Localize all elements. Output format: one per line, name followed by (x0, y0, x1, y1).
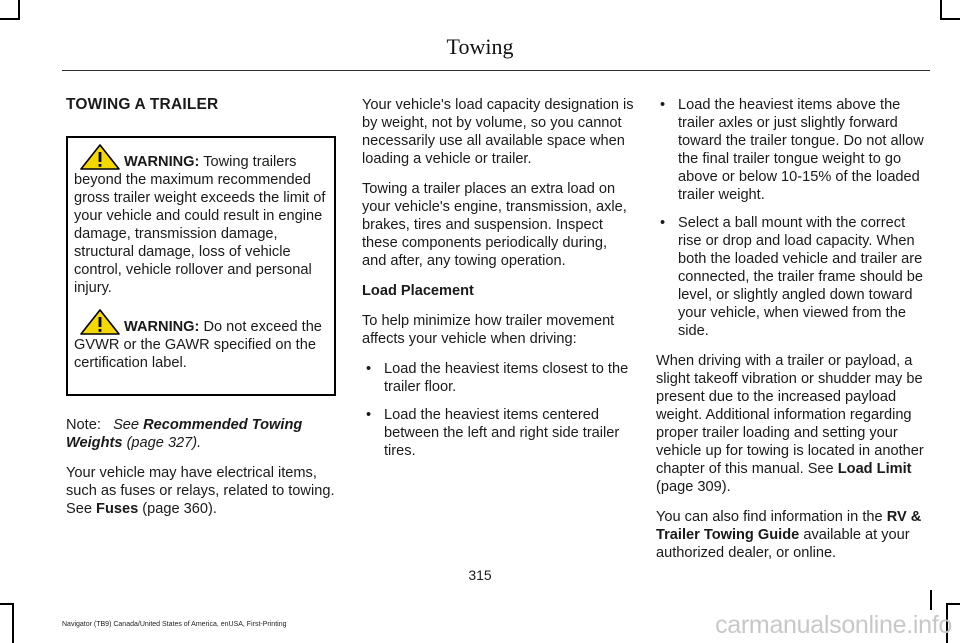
list-item: • Load the heaviest items closest to the trailer floor. (362, 360, 634, 396)
warning-2-label: WARNING: (124, 319, 200, 335)
warning-2 (74, 309, 330, 372)
note-page-ref: (page 327) (126, 435, 198, 451)
extra-load-paragraph: Towing a trailer places an extra load on your vehicle's engine, transmission, axle, brakes, tires and suspension. Inspect these components periodically during, and after, any towing operation. (362, 181, 627, 269)
footer-text: Navigator (TB9) Canada/United States of America, enUSA, First-Printing (62, 621, 287, 628)
crop-mark-top-right-h (940, 18, 960, 20)
link-fuses[interactable]: Fuses (96, 501, 139, 517)
column-3 (656, 96, 928, 574)
electrical-paragraph (66, 464, 336, 518)
warning-2-text: Do not exceed the GVWR or the GAWR specified on the certification label. (74, 319, 322, 371)
note-paragraph (66, 416, 336, 452)
column-2 (362, 96, 634, 472)
link-rv-trailer-towing-guide[interactable]: RV & Trailer Towing Guide (656, 509, 922, 543)
minimize-movement-paragraph: To help minimize how trailer movement affects your vehicle when driving: (362, 313, 615, 347)
vibration-text: When driving with a trailer or payload, a slight takeoff vibration or shudder may be present due to the increased payload weight. Additional information regarding proper trailer loading and setting your vehicle up for towing is located in another chapter of this manual. See (656, 353, 924, 477)
header-rule (62, 70, 930, 71)
guide-paragraph (656, 508, 928, 562)
load-placement-list-continued (656, 96, 928, 340)
crop-mark-bottom-mid-v (930, 590, 932, 610)
note-end: . (197, 435, 202, 451)
warning-1-label: WARNING: (124, 154, 200, 170)
load-capacity-paragraph: Your vehicle's load capacity designation is by weight, not by volume, so you cannot necessarily use all available space when loading a vehicle or trailer. (362, 97, 634, 167)
crop-mark-bottom-right-h (946, 603, 960, 605)
electrical-text: Your vehicle may have electrical items, such as fuses or relays, related to towing. See (66, 465, 335, 517)
list-item: • Load the heaviest items centered between the left and right side trailer tires. (362, 406, 634, 460)
column-1 (66, 96, 336, 530)
crop-mark-top-right-v (940, 0, 942, 20)
guide-pre: You can also find information in the (656, 509, 883, 525)
link-recommended-towing-weights[interactable]: Recommended Towing Weights (66, 417, 303, 451)
vibration-end: . (726, 479, 731, 495)
note-label: Note: (66, 417, 101, 433)
watermark: carmanualsonline.info (715, 611, 952, 639)
page-header-title: Towing (446, 34, 514, 59)
section-title: TOWING A TRAILER (66, 96, 219, 113)
note-see: See (113, 417, 140, 433)
vibration-paragraph (656, 352, 928, 496)
vibration-page-ref: (page 309) (656, 479, 727, 495)
crop-mark-top-left-h (0, 18, 20, 20)
crop-mark-bottom-left-v (12, 603, 14, 643)
electrical-end: . (212, 501, 217, 517)
list-item: • Select a ball mount with the correct rise or drop and load capacity. When both the loaded vehicle and trailer are connected, the trailer frame should be level, or slightly angled down toward your vehicle, when viewed from the side. (656, 214, 928, 340)
load-placement-heading: Load Placement (362, 283, 474, 299)
warning-1-text: Towing trailers beyond the maximum recommended gross trailer weight exceeds the limit of your vehicle and could result in engine damage, transmission damage, structural damage, loss of vehicle control, vehicle rollover and personal injury. (74, 154, 326, 296)
warning-1 (74, 144, 330, 297)
page-number: 315 (468, 567, 492, 583)
guide-post: available at your authorized dealer, or online. (656, 527, 910, 561)
warning-triangle-icon (80, 144, 120, 170)
crop-mark-top-left-v (18, 0, 20, 20)
warning-triangle-icon (80, 309, 120, 335)
warning-box (66, 136, 336, 396)
load-placement-list (362, 360, 634, 460)
electrical-page-ref: (page 360) (142, 501, 213, 517)
list-item: • Load the heaviest items above the trailer axles or just slightly forward toward the trailer tongue. Do not allow the final trailer tongue weight to go above or below 10-15% of the loaded trailer weight. (656, 96, 928, 204)
link-load-limit[interactable]: Load Limit (837, 461, 912, 477)
